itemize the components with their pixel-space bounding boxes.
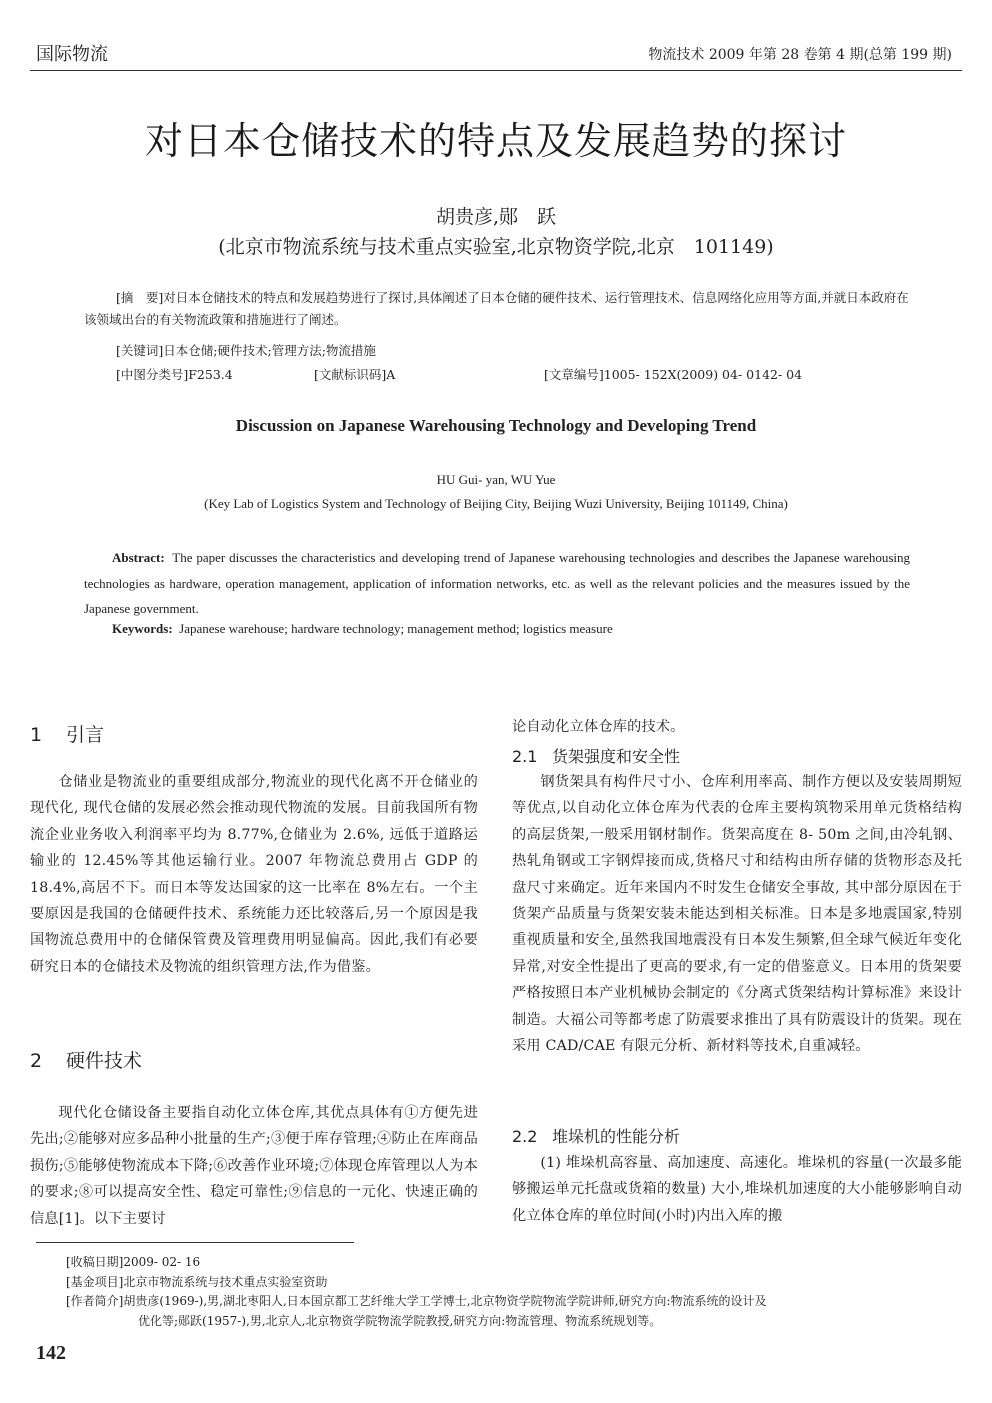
affiliation-cn: (北京市物流系统与技术重点实验室,北京物资学院,北京 101149) [218,236,774,258]
affiliation-en: (Key Lab of Logistics System and Technology of Beijing City, Beijing Wuzi University, Beijing 101149, China) [204,496,788,511]
section-2-1-body [512,769,962,1059]
page-number: 142 [36,1342,66,1364]
keywords-cn [116,340,376,362]
running-header-journal: 物流技术 2009 年第 28 卷第 4 期(总第 199 期) [648,47,952,63]
section-2-1-paragraph: 钢货架具有构件尺寸小、仓库利用率高、制作方便以及安装周期短等优点,以自动化立体仓库为代表的仓库主要构筑物采用单元货格结构的高层货架,一般采用钢材制作。货架高度在 8- 50m 之间,由冷轧钢、热轧角钢或工字钢焊接而成,货格尺寸和结构由所存储的货物形态及托盘尺寸来确定。近年来国内不时发生仓储安全事故, 其中部分原因在于货架产品质量与货架安装未能达到相关标准。日本是多地震国家,特别重视质量和安全,虽然我国地震没有日本发生频繁,但全球气候近年变化异常,对安全性提出了更高的要求,有一定的借鉴意义。日本用的货架要严格按照日本产业机械协会制定的《分离式货架结构计算标准》来设计制造。大福公司等都考虑了防震要求推出了具有防震设计的货架。现在采用 CAD/CAE 有限元分析、新材料等技术,自重减轻。 [512,774,962,1055]
section-1-paragraph: 仓储业是物流业的重要组成部分,物流业的现代化离不开仓储业的现代化, 现代仓储的发展必然会推动现代物流的发展。目前我国所有物流企业业务收入利润率平均为 8.77%,仓储业为 2.6%, 远低于道路运输业的 12.45%等其他运输行业。2007 年物流总费用占 GDP 的 18.4%,高居不下。而日本等发达国家的这一比率在 8%左右。一个主要原因是我国的仓储硬件技术、系统能力还比较落后,另一个原因是我国物流总费用中的仓储保管费及管理费用明显偏高。因此,我们有必要研究日本的仓储技术及物流的组织管理方法,作为借鉴。 [30,774,478,975]
footnotes [66,1253,966,1331]
section-2-heading [30,1046,142,1073]
section-2-2-number: 2.2 [512,1127,538,1146]
section-2-continuation: 论自动化立体仓库的技术。 [512,719,685,735]
section-2-2-paragraph: (1) 堆垛机高容量、高加速度、高速化。堆垛机的容量(一次最多能够搬运单元托盘或货箱的数量) 大小,堆垛机加速度的大小能够影响自动化立体仓库的单位时间(小时)内出入库的搬 [512,1155,962,1224]
section-2-paragraph: 现代化仓储设备主要指自动化立体仓库,其优点具体有①方便先进先出;②能够对应多品种小批量的生产;③便于库存管理;④防止在库商品损伤;⑤能够使物流成本下降;⑥改善作业环境;⑦体现仓库管理以人为本的要求;⑧可以提高安全性、稳定可靠性;⑨信息的一元化、快速正确的信息[1]。以下主要讨 [30,1105,478,1227]
keywords-en-label: Keywords: [112,621,173,636]
footnote-author-bio-continued: 优化等;郧跃(1957-),男,北京人,北京物资学院物流学院教授,研究方向:物流管理、物流系统规划等。 [138,1313,662,1328]
authors-cn: 胡贵彦,郧 跃 [435,206,557,228]
footnote-rule [36,1242,354,1243]
footnote-fund: [基金项目]北京市物流系统与技术重点实验室资助 [66,1274,328,1289]
header-rule [30,70,962,71]
abstract-en-text: The paper discusses the characteristics and developing trend of Japanese warehousing technologies and describes the Japanese warehousing technologies as hardware, operation management, application of information networks, etc. as well as the relevant policies and the measures issued by the Japanese government. [84,550,911,616]
footnote-received-date: [收稿日期]2009- 02- 16 [66,1255,201,1269]
section-2-2-title: 堆垛机的性能分析 [552,1127,681,1146]
section-2-2-heading [512,1124,680,1147]
section-1-title: 引言 [66,724,105,746]
section-2-1-number: 2.1 [512,747,538,766]
clc-number: [中图分类号]F253.4 [116,367,233,382]
section-1-body [30,769,478,980]
article-number: [文章编号]1005- 152X(2009) 04- 0142- 04 [544,367,803,382]
section-2-number: 2 [30,1050,43,1072]
abstract-en-label: Abstract: [112,550,165,565]
right-column-continuation [512,714,962,740]
running-header-column: 国际物流 [36,44,108,65]
section-2-title: 硬件技术 [66,1050,143,1072]
abstract-cn-label: [摘 要] [116,290,164,305]
paper-title-cn: 对日本仓储技术的特点及发展趋势的探讨 [144,119,847,163]
keywords-en-text: Japanese warehouse; hardware technology; management method; logistics measure [179,621,613,636]
section-2-1-heading [512,744,680,767]
section-1-heading [30,720,104,747]
document-code: [文献标识码]A [314,367,396,382]
authors-en: HU Gui- yan, WU Yue [436,472,556,487]
footnote-author-bio: [作者简介]胡贵彦(1969-),男,湖北枣阳人,日本国京都工艺纤维大学工学博士,北京物资学院物流学院讲师,研究方向:物流系统的设计及 [66,1294,767,1308]
section-2-1-title: 货架强度和安全性 [552,747,681,766]
keywords-en [112,621,613,637]
abstract-cn-text: 对日本仓储技术的特点和发展趋势进行了探讨,具体阐述了日本仓储的硬件技术、运行管理技术、信息网络化应用等方面,并就日本政府在该领域出台的有关物流政策和措施进行了阐述。 [84,290,909,327]
keywords-cn-label: [关键词] [116,343,164,358]
paper-title-en: Discussion on Japanese Warehousing Technology and Developing Trend [235,416,757,435]
section-2-body [30,1100,478,1232]
abstract-cn [84,287,912,331]
section-2-2-body [512,1150,962,1229]
section-1-number: 1 [30,724,43,746]
abstract-en [84,545,910,622]
keywords-cn-text: 日本仓储;硬件技术;管理方法;物流措施 [163,343,376,358]
